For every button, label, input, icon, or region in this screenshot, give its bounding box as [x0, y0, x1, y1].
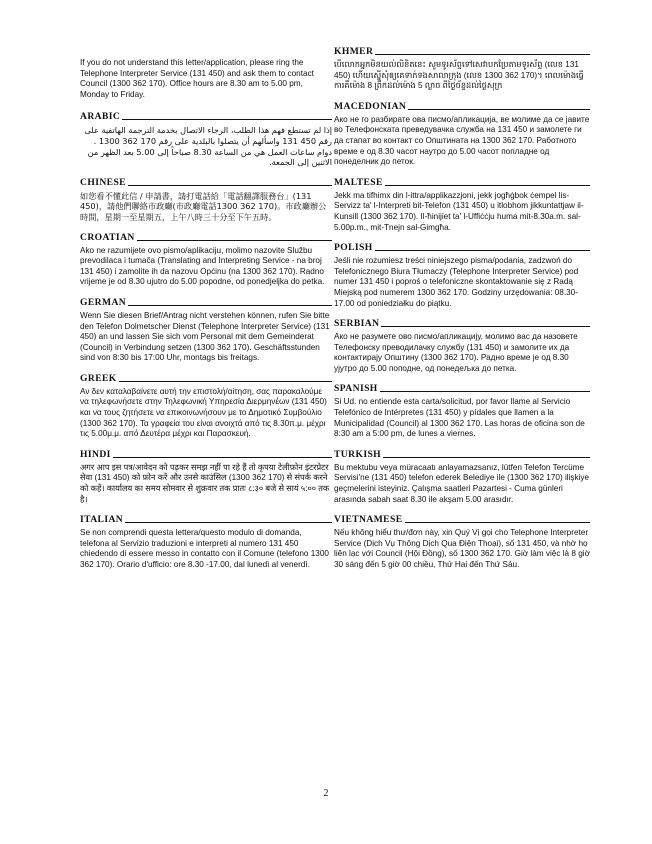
section-text: إذا لم تستطع فهم هذا الطلب، الرجاء الاتصال بخدمة الترجمة الهاتفية على رقم 450 131 واسألهم أن يتصلوا بالبلدية على رقم 170 362 1300 . دوام ساعات العمل هي من الساعة 8.30 صباحاً إلى 5.00 بعد الظهر من الاثنين إلى الجمعة.: [84, 125, 332, 168]
heading-rule: [375, 54, 590, 55]
section-spanish: [334, 383, 590, 439]
section-heading: [334, 318, 590, 329]
heading-label: KHMER: [334, 46, 374, 57]
section-maltese: [334, 177, 590, 233]
heading-label: GERMAN: [80, 296, 127, 308]
heading-label: ARABIC: [80, 111, 121, 123]
section-heading: [334, 101, 590, 112]
section-text: अगर आप इस पत्र/आवेदन को पढ़कर समझ नहीं पा रहे हैं तो कृपया टेलीफ़ोन इंटरप्रेटर सेवा (131 450) को फ़ोन करें और उनसे काउंसिल (1300 362 170) से संपर्क करने को कहें। कार्यालय का समय सोमवार से शुक्रवार तक प्रातः ८:३० बजे से सायं ५:०० तक है।: [80, 462, 330, 504]
heading-rule: [128, 185, 332, 186]
section-text: Se non comprendi questa lettera/questo modulo di domanda, telefona al Servizio traduzioni e interpreti al numero 131 450 chiedendo di essere messo in contatto con il Comune (telefono 1300 362 170). Orario d'ufficio: ore 8.30 -17.00, dal lunedì al venerdì.: [80, 528, 329, 569]
heading-rule: [383, 457, 590, 458]
section-heading: [80, 449, 332, 460]
right-column: [334, 46, 590, 580]
heading-label: TURKISH: [334, 448, 382, 460]
heading-rule: [137, 240, 332, 241]
section-macedonian: [334, 101, 590, 168]
heading-rule: [122, 119, 332, 120]
section-serbian: [334, 318, 590, 374]
heading-rule: [381, 326, 590, 327]
heading-label: MACEDONIAN: [334, 100, 407, 112]
heading-rule: [380, 391, 590, 392]
section-heading: [80, 297, 332, 308]
section-heading: [334, 383, 590, 394]
heading-rule: [408, 109, 590, 110]
heading-label: ITALIAN: [80, 514, 124, 526]
section-heading: [334, 449, 590, 460]
heading-rule: [405, 522, 590, 523]
heading-rule: [128, 305, 332, 306]
heading-label: CHINESE: [80, 176, 126, 188]
heading-rule: [113, 457, 332, 458]
section-text: Si Ud. no entiende esta carta/solicitud, por favor llame al Servicio Telefónico de Intérpretes (131 450) y pídales que llamen a la Municipalidad (Council) al 1300 362 170. Las horas de oficina son de 8:30 am a 5:00 pm, de lunes a viernes.: [334, 397, 585, 439]
section-text: 如您看不懂此信 / 申請書，請打電話給「電話翻譯服務台」(131 450)，請他們聯絡市政廳(市政廳電話1300 362 170)。市政廳辦公時間，星期一至星期五，上午八時三十分至下午五時。: [80, 190, 327, 222]
section-heading: [334, 242, 590, 253]
section-italian: [80, 514, 332, 570]
section-text: Ako ne razumijete ovo pismo/aplikaciju, molimo nazovite Službu prevodilaca i tumača (Translating and Interpreting Service - na broj 131 450) i zamolite ih da nazovu Općinu (na 1300 362 170). Radno vrijeme je od 8.30 ujutro do 5.00 popodne, od ponedjeljka do petka.: [80, 245, 325, 287]
section-heading: [80, 177, 332, 188]
heading-label: CROATIAN: [80, 231, 135, 243]
intro-paragraph: If you do not understand this letter/application, please ring the Telephone Interpreter Service (131 450) and ask them to contact Council (1300 362 170). Office hours are 8.30 am to 5.00 pm, Monday to Friday.: [80, 58, 314, 99]
section-heading: [80, 514, 332, 525]
section-croatian: [80, 232, 332, 288]
page-number: 2: [323, 788, 329, 799]
section-text: Ако не го разбирате ова писмо/апликација, ве молиме да се јавите во Телефонската преведувачка служба на 131 450 и замолете ги да стапат во контакт со Општината на 1300 362 170. Работното време е од 8.30 часот наутро до 5.00 часот попладне од понеделник до петок.: [334, 114, 590, 167]
section-text: Jekk ma tifhimx din l-ittra/applikazzjoni, jekk jogħġbok ċempel lis-Servizz ta' l-Interpreti bit-Telefon (131 450) u itlobhom jikkuntattjaw il-Kunsill (1300 362 170). Il-ħinijiet ta' l-Uffiċċju huma mit-8.30a.m. sal-5.00p.m., mit-Tnejn sal-Ġimgħa.: [334, 190, 584, 232]
section-heading: [334, 46, 590, 57]
section-text: Nếu không hiểu thư/đơn này, xin Quý Vị gọi cho Telephone Interpreter Service (Dịch Vụ Thông Dịch Qua Điện Thoại), số 131 450, và nhờ họ liên lạc với Council (Hội Đồng), số 1300 362 170. Giờ làm việc là 8 giờ 30 sáng đến 5 giờ 00 chiều, Thứ Hai đến Thứ Sáu.: [334, 528, 590, 569]
section-greek: [80, 373, 332, 440]
section-heading: [334, 514, 590, 525]
section-heading: [334, 177, 590, 188]
heading-label: MALTESE: [334, 176, 383, 188]
section-arabic: [80, 111, 332, 167]
section-hindi: [80, 449, 332, 505]
section-text: Ако не разумете ово писмо/апликацију, молимо вас да назовете Телефонску преводилачку службу (131 450) и замолите их да контактирају Општину (1300 362 170). Радно време је од 8.30 ујутро до 5.00 поподне, од понедељка до петка.: [334, 332, 578, 373]
heading-label: SERBIAN: [334, 318, 380, 330]
heading-label: POLISH: [334, 242, 373, 254]
section-text: Bu mektubu veya müracaatı anlayamazsanız, lütfen Telefon Tercüme Servisi'ne (131 450) telefon ederek Belediye ile (1300 362 170) ilişkiye geçmelerini isteyiniz. Çalışma saatleri Pazartesi - Cuma günleri arasında sabah saat 8.30 ile akşam 5.00 arasıdır.: [334, 462, 590, 504]
section-text: Jeśli nie rozumiesz treści niniejszego pisma/podania, zadzwoń do Telefonicznego Biura Tłumaczy (Telephone Interpreter Service) pod numer 131 450 i poproś o telefoniczne skontaktowanie się z Radą Miejską pod numerem 1300 362 170. Godziny urzędowania: 08.30-17.00 od poniedziałku do piątku.: [334, 256, 579, 308]
section-heading: [80, 373, 332, 384]
section-khmer: [334, 46, 590, 92]
heading-rule: [125, 522, 332, 523]
heading-label: GREEK: [80, 372, 117, 384]
heading-label: HINDI: [80, 448, 111, 460]
left-column: [80, 58, 332, 580]
heading-rule: [375, 250, 590, 251]
heading-label: SPANISH: [334, 383, 378, 395]
section-text: Wenn Sie diesen Brief/Antrag nicht verstehen können, rufen Sie bitte den Telefon Dolmetscher Dienst (Telephone Interpreter Service) (131 450) an und lassen Sie sich vom Personal mit dem Gemeinderat (Council) in Verbindung setzen (1300 362 170). Geschäftsstunden sind von 8:30 bis 17:00 Uhr, montags bis freitags.: [80, 310, 330, 363]
section-chinese: [80, 177, 332, 223]
section-vietnamese: [334, 514, 590, 570]
section-german: [80, 297, 332, 364]
section-turkish: [334, 449, 590, 505]
section-heading: [80, 232, 332, 243]
heading-rule: [385, 185, 590, 186]
section-text: Αν δεν καταλαβαίνετε αυτή την επιστολή/αίτηση, σας παρακαλούμε να τηλεφωνήσετε στην Τηλεφωνική Υπηρεσία Διερμηνέων (131 450) και να τους ζητήσετε να επικοινωνήσουν με το Δημοτικό Συμβούλιο (1300 362 170). Τα γραφεία του είναι ανοιχτά από τις 8.30π.μ. μέχρι τις 5.00μ.μ. από Δευτέρα μέχρι και Παρασκευή.: [80, 386, 327, 439]
section-heading: [80, 111, 332, 122]
heading-label: VIETNAMESE: [334, 514, 403, 526]
section-polish: [334, 242, 590, 309]
heading-rule: [119, 381, 332, 382]
section-text: បើលោកអ្នកមិនយល់លិខិតនេះ សូមទូរស័ព្ទទៅសេវាបកប្រែតាមទូរស័ព្ទ (លេខ 131 450) ហើយស្នើសុំឲ្យគេទាក់ទងសាលាក្រុង (លេខ 1300 362 170)។ ពេលម៉ោងធ្វើការគឺម៉ោង 8 ព្រឹកដល់ម៉ោង 5 ល្ងាច ពីថ្ងៃច័ន្ទដល់ថ្ងៃសុក្រ: [334, 60, 584, 91]
